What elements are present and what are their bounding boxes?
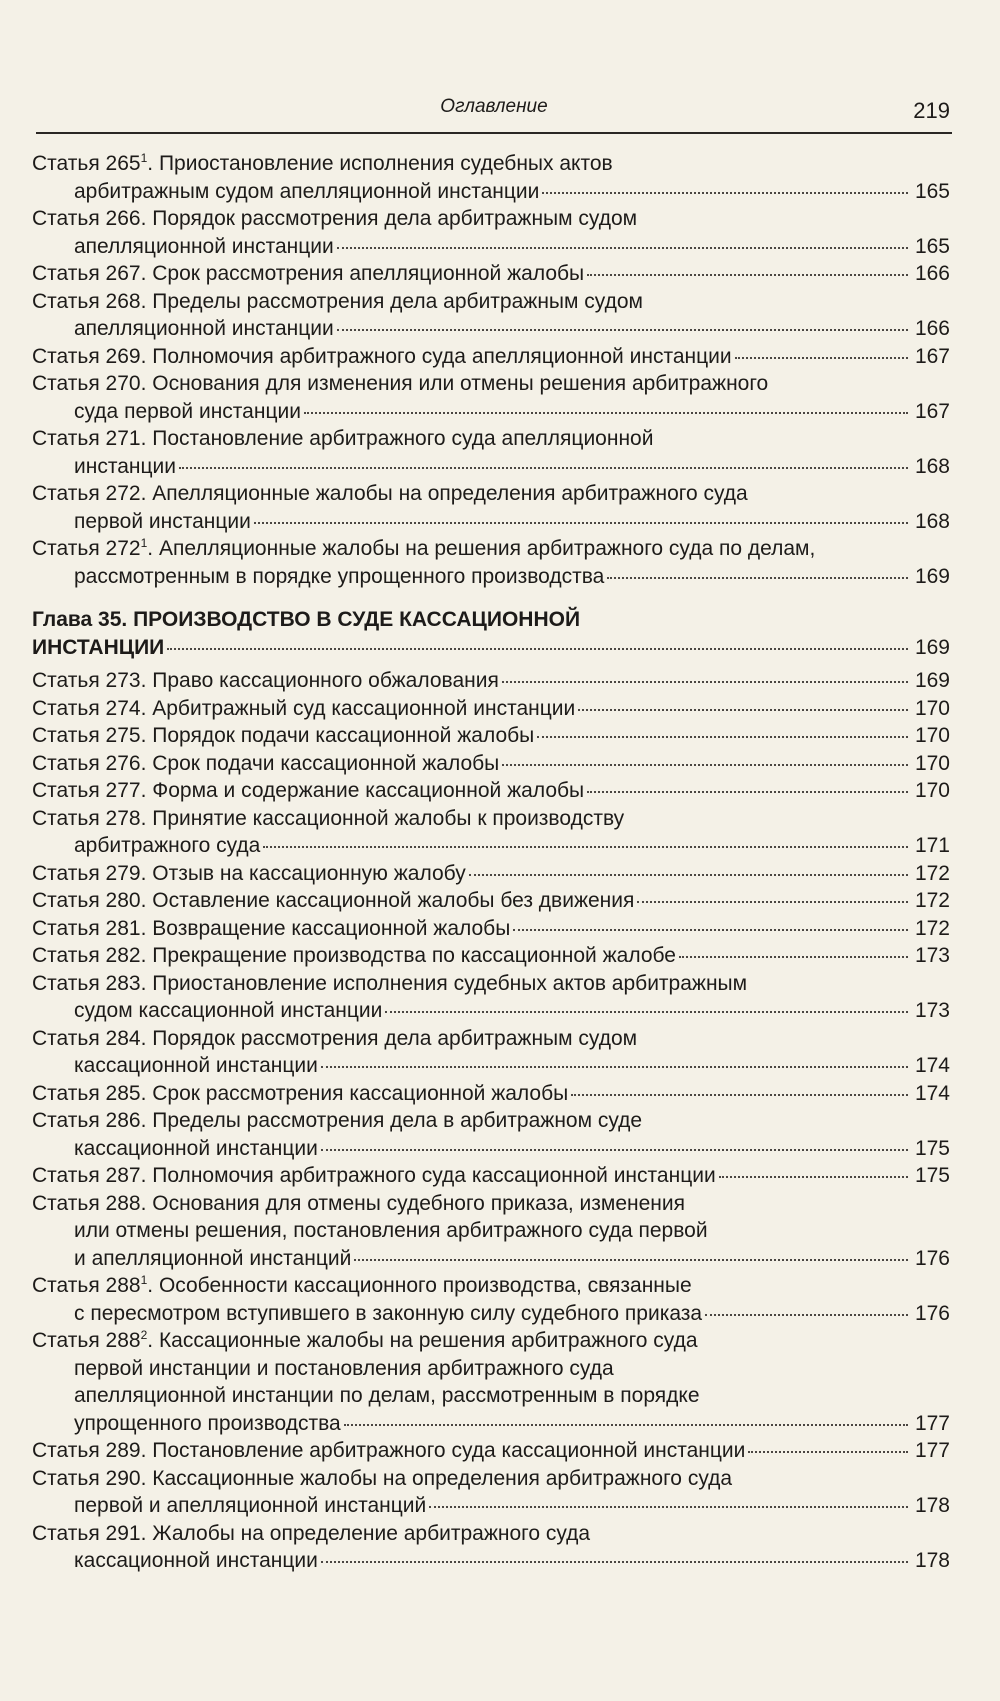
entry-title-line: апелляционной инстанции [74,234,334,258]
entry-title-line: Приостановление исполнения судебных актов [158,152,613,175]
dot-leader [354,1259,908,1261]
toc-article-entry [32,887,952,915]
entry-page-number: 175 [914,1136,950,1160]
toc-article-entry [32,1162,952,1190]
entry-page-number: 170 [914,751,950,775]
entry-page-number: 169 [914,635,950,659]
entry-number-superscript: 1 [140,536,148,550]
dot-leader [344,1424,908,1426]
entry-page-number: 173 [914,999,950,1022]
entry-page-number: 165 [914,234,950,258]
entry-title-line: рассмотренным в порядке упрощенного производства [74,564,605,588]
dot-leader [679,956,908,958]
toc-chapter-entry [32,606,952,661]
entry-title-line: Срок рассмотрения кассационной жалобы [152,1081,569,1105]
toc-article-entry [32,288,952,343]
toc-article-entry [32,695,952,723]
entry-title-line: арбитражного суда [74,834,261,857]
dot-leader [735,357,908,359]
toc-article-entry [32,425,952,480]
entry-number: Статья 272. [32,482,147,505]
entry-page-number: 172 [914,861,950,885]
toc-article-entry [32,1437,952,1465]
entry-title-line: апелляционной инстанции [74,317,334,340]
dot-leader [469,874,908,876]
entry-page-number: 176 [914,1246,950,1270]
entry-page-number: 178 [914,1494,950,1517]
entry-number-superscript: 2 [140,1328,148,1342]
entry-number: Статья 283. [32,971,147,995]
toc-article-entry [32,1465,952,1520]
entry-title-line: судом кассационной инстанции [74,999,383,1022]
entry-title-line: Приостановление исполнения судебных актов арбитражным [152,971,748,995]
entry-title-line: Право кассационного обжалования [152,669,499,692]
entry-number: Статья 288. [32,1191,147,1215]
entry-page-number: 168 [914,454,950,478]
entry-title-line: Полномочия арбитражного суда кассационной инстанции [152,1164,716,1187]
dot-leader [321,1149,908,1151]
toc-article-entry [32,1520,952,1575]
toc-article-entry [32,915,952,943]
toc-article-entry [32,667,952,695]
dot-leader [337,247,908,249]
entry-number: Статья 290. [32,1466,147,1490]
entry-number: Статья 278. [32,806,147,830]
entry-page-number: 173 [914,944,950,967]
entry-page-number: 172 [914,889,950,912]
dot-leader [542,192,908,194]
entry-title-line: Срок рассмотрения апелляционной жалобы [152,262,585,285]
toc-article-entry [32,860,952,888]
entry-title-line: Оставление кассационной жалобы без движения [152,889,635,912]
entry-number: Статья 288 [32,1329,141,1352]
toc-article-entry [32,1107,952,1162]
dot-leader [748,1451,908,1453]
toc-article-entry: Статья $265^1$. Приостановление исполнения судебных актов арбитражным судом апелляционной инстанции 165 [32,150,952,205]
entry-number: Статья 281. [32,916,147,940]
page-number: 219 [913,98,950,123]
entry-number: Статья 276. [32,751,147,775]
entry-number-superscript: 1 [140,1273,148,1287]
entry-page-number: 178 [914,1549,950,1572]
dot-leader [167,648,908,650]
entry-title-line: Форма и содержание кассационной жалобы [152,779,585,802]
dot-leader [263,846,908,848]
entry-title-line: упрощенного производства [74,1411,341,1435]
toc-article-entry [32,805,952,860]
toc-article-entry: Статья $288^2$. Кассационные жалобы на решения арбитражного суда первой инстанции и постановления арбитражного суда апелляционной инстанции по делам, рассмотренным в порядке упрощенного производства 177 [32,1327,952,1437]
entry-title-line: Пределы рассмотрения дела в арбитражном суде [152,1109,643,1132]
dot-leader [571,1094,908,1096]
entry-page-number: 166 [914,317,950,340]
entry-number: Статья 289. [32,1439,147,1462]
entry-title-line: Срок подачи кассационной жалобы [152,751,500,775]
entry-number: Глава 35. [32,608,128,631]
entry-page-number: 170 [914,779,950,802]
entry-title-line: инстанции [74,454,176,478]
entry-number: Статья 270. [32,372,147,395]
toc-article-entry [32,1080,952,1108]
entry-page-number: 165 [914,179,950,203]
entry-title-line: Основания для отмены судебного приказа, изменения [152,1191,686,1215]
entry-title-line: Порядок рассмотрения дела арбитражным судом [152,1026,638,1050]
entry-title-line: Жалобы на определение арбитражного суда [152,1521,591,1545]
dot-leader [321,1066,908,1068]
dot-leader [502,764,908,766]
entry-title-line: Порядок подачи кассационной жалобы [152,724,535,747]
entry-title-line: Кассационные жалобы на решения арбитражного суда [158,1329,698,1352]
entry-title-line: Основания для изменения или отмены решения арбитражного [152,372,769,395]
dot-leader [321,1561,908,1563]
entry-page-number: 174 [914,1081,950,1105]
dot-leader [705,1314,908,1316]
entry-title-line: арбитражным судом апелляционной инстанции [74,179,540,203]
toc-article-entry: Статья $272^1$. Апелляционные жалобы на решения арбитражного суда по делам, рассмотренным в порядке упрощенного производства 169 [32,535,952,590]
entry-page-number: 169 [914,564,950,588]
table-of-contents [32,150,952,1575]
entry-number: Статья 266. [32,207,147,230]
entry-page-number: 168 [914,509,950,533]
toc-article-entry [32,1025,952,1080]
dot-leader [587,274,908,276]
entry-title-line: Полномочия арбитражного суда апелляционной инстанции [152,344,732,368]
toc-article-entry [32,370,952,425]
entry-title-line: Постановление арбитражного суда апелляционной [152,427,654,450]
entry-title-line: Пределы рассмотрения дела арбитражным судом [152,289,643,313]
entry-number: Статья 273. [32,669,147,692]
entry-number: Статья 271. [32,427,147,450]
entry-title-line: ПРОИЗВОДСТВО В СУДЕ КАССАЦИОННОЙ [133,608,581,631]
entry-title-line: Отзыв на кассационную жалобу [152,861,466,885]
entry-number-superscript: 1 [140,151,148,165]
entry-number: Статья 280. [32,889,147,912]
entry-title-line: Принятие кассационной жалобы к производству [152,806,625,830]
entry-number: Статья 286. [32,1109,147,1132]
entry-page-number: 170 [914,724,950,747]
page-header [36,92,952,134]
toc-article-entry: Статья $288^1$. Особенности кассационного производства, связанные с пересмотром вступившего в законную силу судебного приказа 176 [32,1272,952,1327]
dot-leader [429,1506,908,1508]
entry-number: Статья 265 [32,152,141,175]
entry-title-line: первой инстанции и постановления арбитражного суда [74,1356,614,1380]
entry-number: Статья 288 [32,1274,141,1297]
entry-title-line: первой инстанции [74,509,251,533]
entry-page-number: 174 [914,1054,950,1077]
entry-title-line: кассационной инстанции [74,1549,318,1572]
entry-title-line: первой и апелляционной инстанций [74,1494,427,1517]
toc-article-entry [32,260,952,288]
entry-title-line: Апелляционные жалобы на определения арбитражного суда [152,482,748,505]
entry-title-line: Прекращение производства по кассационной жалобе [152,944,676,967]
entry-number: Статья 267. [32,262,147,285]
toc-article-entry [32,722,952,750]
entry-number: Статья 279. [32,861,147,885]
entry-title-line: Возвращение кассационной жалобы [152,916,511,940]
entry-number: Статья 285. [32,1081,147,1105]
entry-page-number: 172 [914,916,950,940]
entry-title-line: и апелляционной инстанций [74,1246,352,1270]
toc-article-entry [32,480,952,535]
entry-title-line: Постановление арбитражного суда кассационной инстанции [152,1439,746,1462]
entry-title-line: кассационной инстанции [74,1136,318,1160]
dot-leader [587,791,908,793]
entry-title-line: Особенности кассационного производства, связанные [158,1274,692,1297]
entry-number: Статья 275. [32,724,147,747]
running-head: Оглавление [440,96,548,117]
entry-number: Статья 268. [32,289,147,313]
toc-article-entry [32,777,952,805]
entry-number: Статья 287. [32,1164,147,1187]
dot-leader [537,736,908,738]
entry-page-number: 170 [914,696,950,720]
dot-leader [719,1176,908,1178]
entry-page-number: 167 [914,344,950,368]
entry-title-line: или отмены решения, постановления арбитражного суда первой [74,1219,708,1242]
entry-number: Статья 269. [32,344,147,368]
dot-leader [607,577,908,579]
entry-page-number: 175 [914,1164,950,1187]
dot-leader [578,709,908,711]
dot-leader [254,522,908,524]
entry-title-line: Апелляционные жалобы на решения арбитражного суда по делам, [158,537,816,560]
entry-page-number: 167 [914,399,950,423]
entry-page-number: 177 [914,1439,950,1462]
entry-page-number: 171 [914,834,950,857]
entry-title-line: с пересмотром вступившего в законную силу судебного приказа [74,1301,703,1325]
entry-title-line: Арбитражный суд кассационной инстанции [152,696,576,720]
dot-leader [385,1011,908,1013]
entry-page-number: 176 [914,1301,950,1325]
entry-title-line: Кассационные жалобы на определения арбитражного суда [152,1466,733,1490]
toc-article-entry [32,205,952,260]
dot-leader [513,929,908,931]
toc-article-entry [32,970,952,1025]
entry-number: Статья 274. [32,696,147,720]
entry-number: Статья 291. [32,1521,147,1545]
dot-leader [304,412,908,414]
dot-leader [502,681,908,683]
toc-article-entry [32,942,952,970]
dot-leader [637,901,908,903]
entry-title-line: Порядок рассмотрения дела арбитражным судом [152,207,638,230]
entry-page-number: 166 [914,262,950,285]
entry-number: Статья 284. [32,1026,147,1050]
entry-title-line: суда первой инстанции [74,399,301,423]
entry-page-number: 169 [914,669,950,692]
entry-number: Статья 277. [32,779,147,802]
entry-title-line: апелляционной инстанции по делам, рассмотренным в порядке [74,1384,700,1407]
entry-title-line: кассационной инстанции [74,1054,318,1077]
entry-number: Статья 282. [32,944,147,967]
dot-leader [337,329,908,331]
toc-article-entry [32,1190,952,1273]
entry-page-number: 177 [914,1411,950,1435]
entry-title-line: ИНСТАНЦИИ [32,635,165,659]
toc-article-entry [32,750,952,778]
toc-article-entry [32,343,952,371]
entry-number: Статья 272 [32,537,141,560]
dot-leader [179,467,908,469]
